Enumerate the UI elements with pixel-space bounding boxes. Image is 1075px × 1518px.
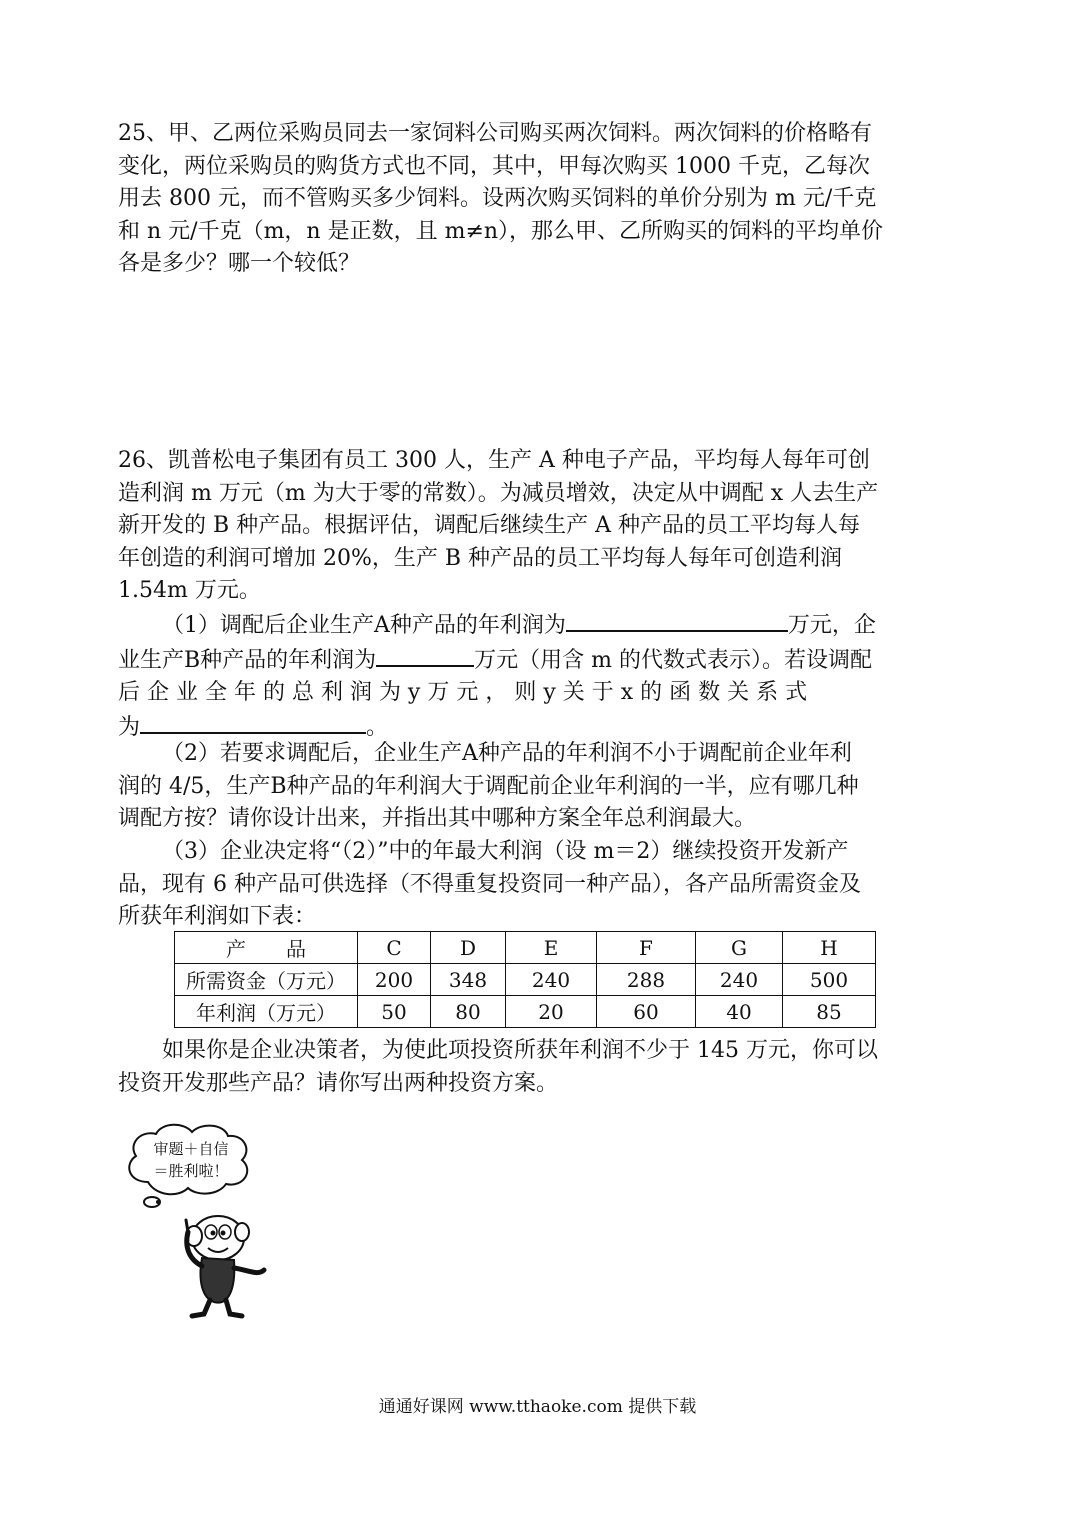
answer-blank-a-profit[interactable] — [566, 608, 788, 632]
q25-line: 25、甲、乙两位采购员同去一家饲料公司购买两次饲料。两次饲料的价格略有 — [118, 121, 872, 146]
table-cell: 240 — [696, 964, 783, 996]
table-cell: 20 — [506, 996, 597, 1028]
table-cell: C — [358, 932, 431, 964]
question-26-closing — [118, 1035, 958, 1100]
mascot-speech — [136, 1138, 246, 1182]
mascot-speech-line: ＝胜利啦！ — [153, 1162, 229, 1180]
question-26-part-1 — [118, 608, 958, 744]
table-cell: 500 — [783, 964, 876, 996]
table-row — [175, 996, 876, 1028]
investment-table — [174, 931, 876, 1028]
q26-line: 26、凯普松电子集团有员工 300 人，生产 A 种电子产品，平均每人每年可创 — [118, 448, 870, 473]
p2-line: （2）若要求调配后，企业生产A种产品的年利润不小于调配前企业年利 — [162, 741, 852, 766]
p1-text: 后 企 业 全 年 的 总 利 润 为 y 万 元 ， 则 y 关 于 x 的 函 数 关 系 式 — [118, 680, 808, 705]
question-26-intro — [118, 445, 958, 608]
table-cell: 产 品 — [175, 932, 358, 964]
q26-line: 1.54m 万元。 — [118, 578, 261, 603]
table-row — [175, 964, 876, 996]
table-cell: H — [783, 932, 876, 964]
question-26-part-3 — [118, 836, 958, 934]
p1-text: 为 — [118, 714, 141, 740]
table-cell: 240 — [506, 964, 597, 996]
q25-line: 各是多少？哪一个较低？ — [118, 251, 361, 276]
table-cell: 所需资金（万元） — [175, 964, 358, 996]
table-cell: G — [696, 932, 783, 964]
p1-text: 万元（用含 m 的代数式表示）。若设调配 — [474, 647, 873, 673]
answer-blank-function[interactable] — [140, 710, 366, 734]
q25-line: 和 n 元/千克（m，n 是正数，且 m≠n），那么甲、乙所购买的饲料的平均单价 — [118, 218, 884, 244]
p1-text: （1）调配后企业生产A种产品的年利润为 — [162, 613, 566, 638]
p1-text: 。 — [366, 714, 389, 740]
table-cell: 348 — [431, 964, 506, 996]
table-cell: 40 — [696, 996, 783, 1028]
p2-line: 润的 4/5，生产B种产品的年利润大于调配前企业年利润的一半，应有哪几种 — [118, 773, 859, 799]
closing-line: 投资开发那些产品？请你写出两种投资方案。 — [118, 1070, 559, 1096]
q25-line: 变化，两位采购员的购货方式也不同，其中，甲每次购买 1000 千克，乙每次 — [118, 153, 870, 179]
table-cell: 288 — [597, 964, 696, 996]
table-cell: D — [431, 932, 506, 964]
q26-line: 年创造的利润可增加 20%，生产 B 种产品的员工平均每人每年可创造利润 — [118, 545, 843, 571]
q25-line: 用去 800 元，而不管购买多少饲料。设两次购买饲料的单价分别为 m 元/千克 — [118, 186, 877, 211]
page-footer: 通通好课网 www.tthaoke.com 提供下载 — [378, 1397, 697, 1417]
p3-line: 所获年利润如下表： — [118, 904, 317, 929]
table-cell: 85 — [783, 996, 876, 1028]
q26-line: 造利润 m 万元（m 为大于零的常数）。为减员增效，决定从中调配 x 人去生产 — [118, 480, 879, 506]
q26-line: 新开发的 B 种产品。根据评估，调配后继续生产 A 种产品的员工平均每人每 — [118, 513, 861, 538]
table-cell: 80 — [431, 996, 506, 1028]
table-cell: E — [506, 932, 597, 964]
table-cell: F — [597, 932, 696, 964]
mascot-speech-line: 审题＋自信 — [153, 1140, 229, 1158]
p1-text: 业生产B种产品的年利润为 — [118, 647, 377, 673]
closing-line: 如果你是企业决策者，为使此项投资所获年利润不少于 145 万元，你可以 — [162, 1038, 878, 1063]
p2-line: 调配方按？请你设计出来，并指出其中哪种方案全年总利润最大。 — [118, 806, 757, 831]
answer-blank-b-profit[interactable] — [376, 643, 474, 667]
table-cell: 200 — [358, 964, 431, 996]
question-25 — [118, 118, 958, 281]
p3-line: 品，现有 6 种产品可供选择（不得重复投资同一种产品），各产品所需资金及 — [118, 871, 861, 897]
p1-text: 万元，企 — [787, 613, 876, 638]
question-26-part-2 — [118, 738, 958, 836]
table-header-row — [175, 932, 876, 964]
table-cell: 60 — [597, 996, 696, 1028]
table-cell: 50 — [358, 996, 431, 1028]
p3-line: （3）企业决定将“（2）”中的年最大利润（设 m＝2）继续投资开发新产 — [162, 839, 849, 864]
table-cell: 年利润（万元） — [175, 996, 358, 1028]
